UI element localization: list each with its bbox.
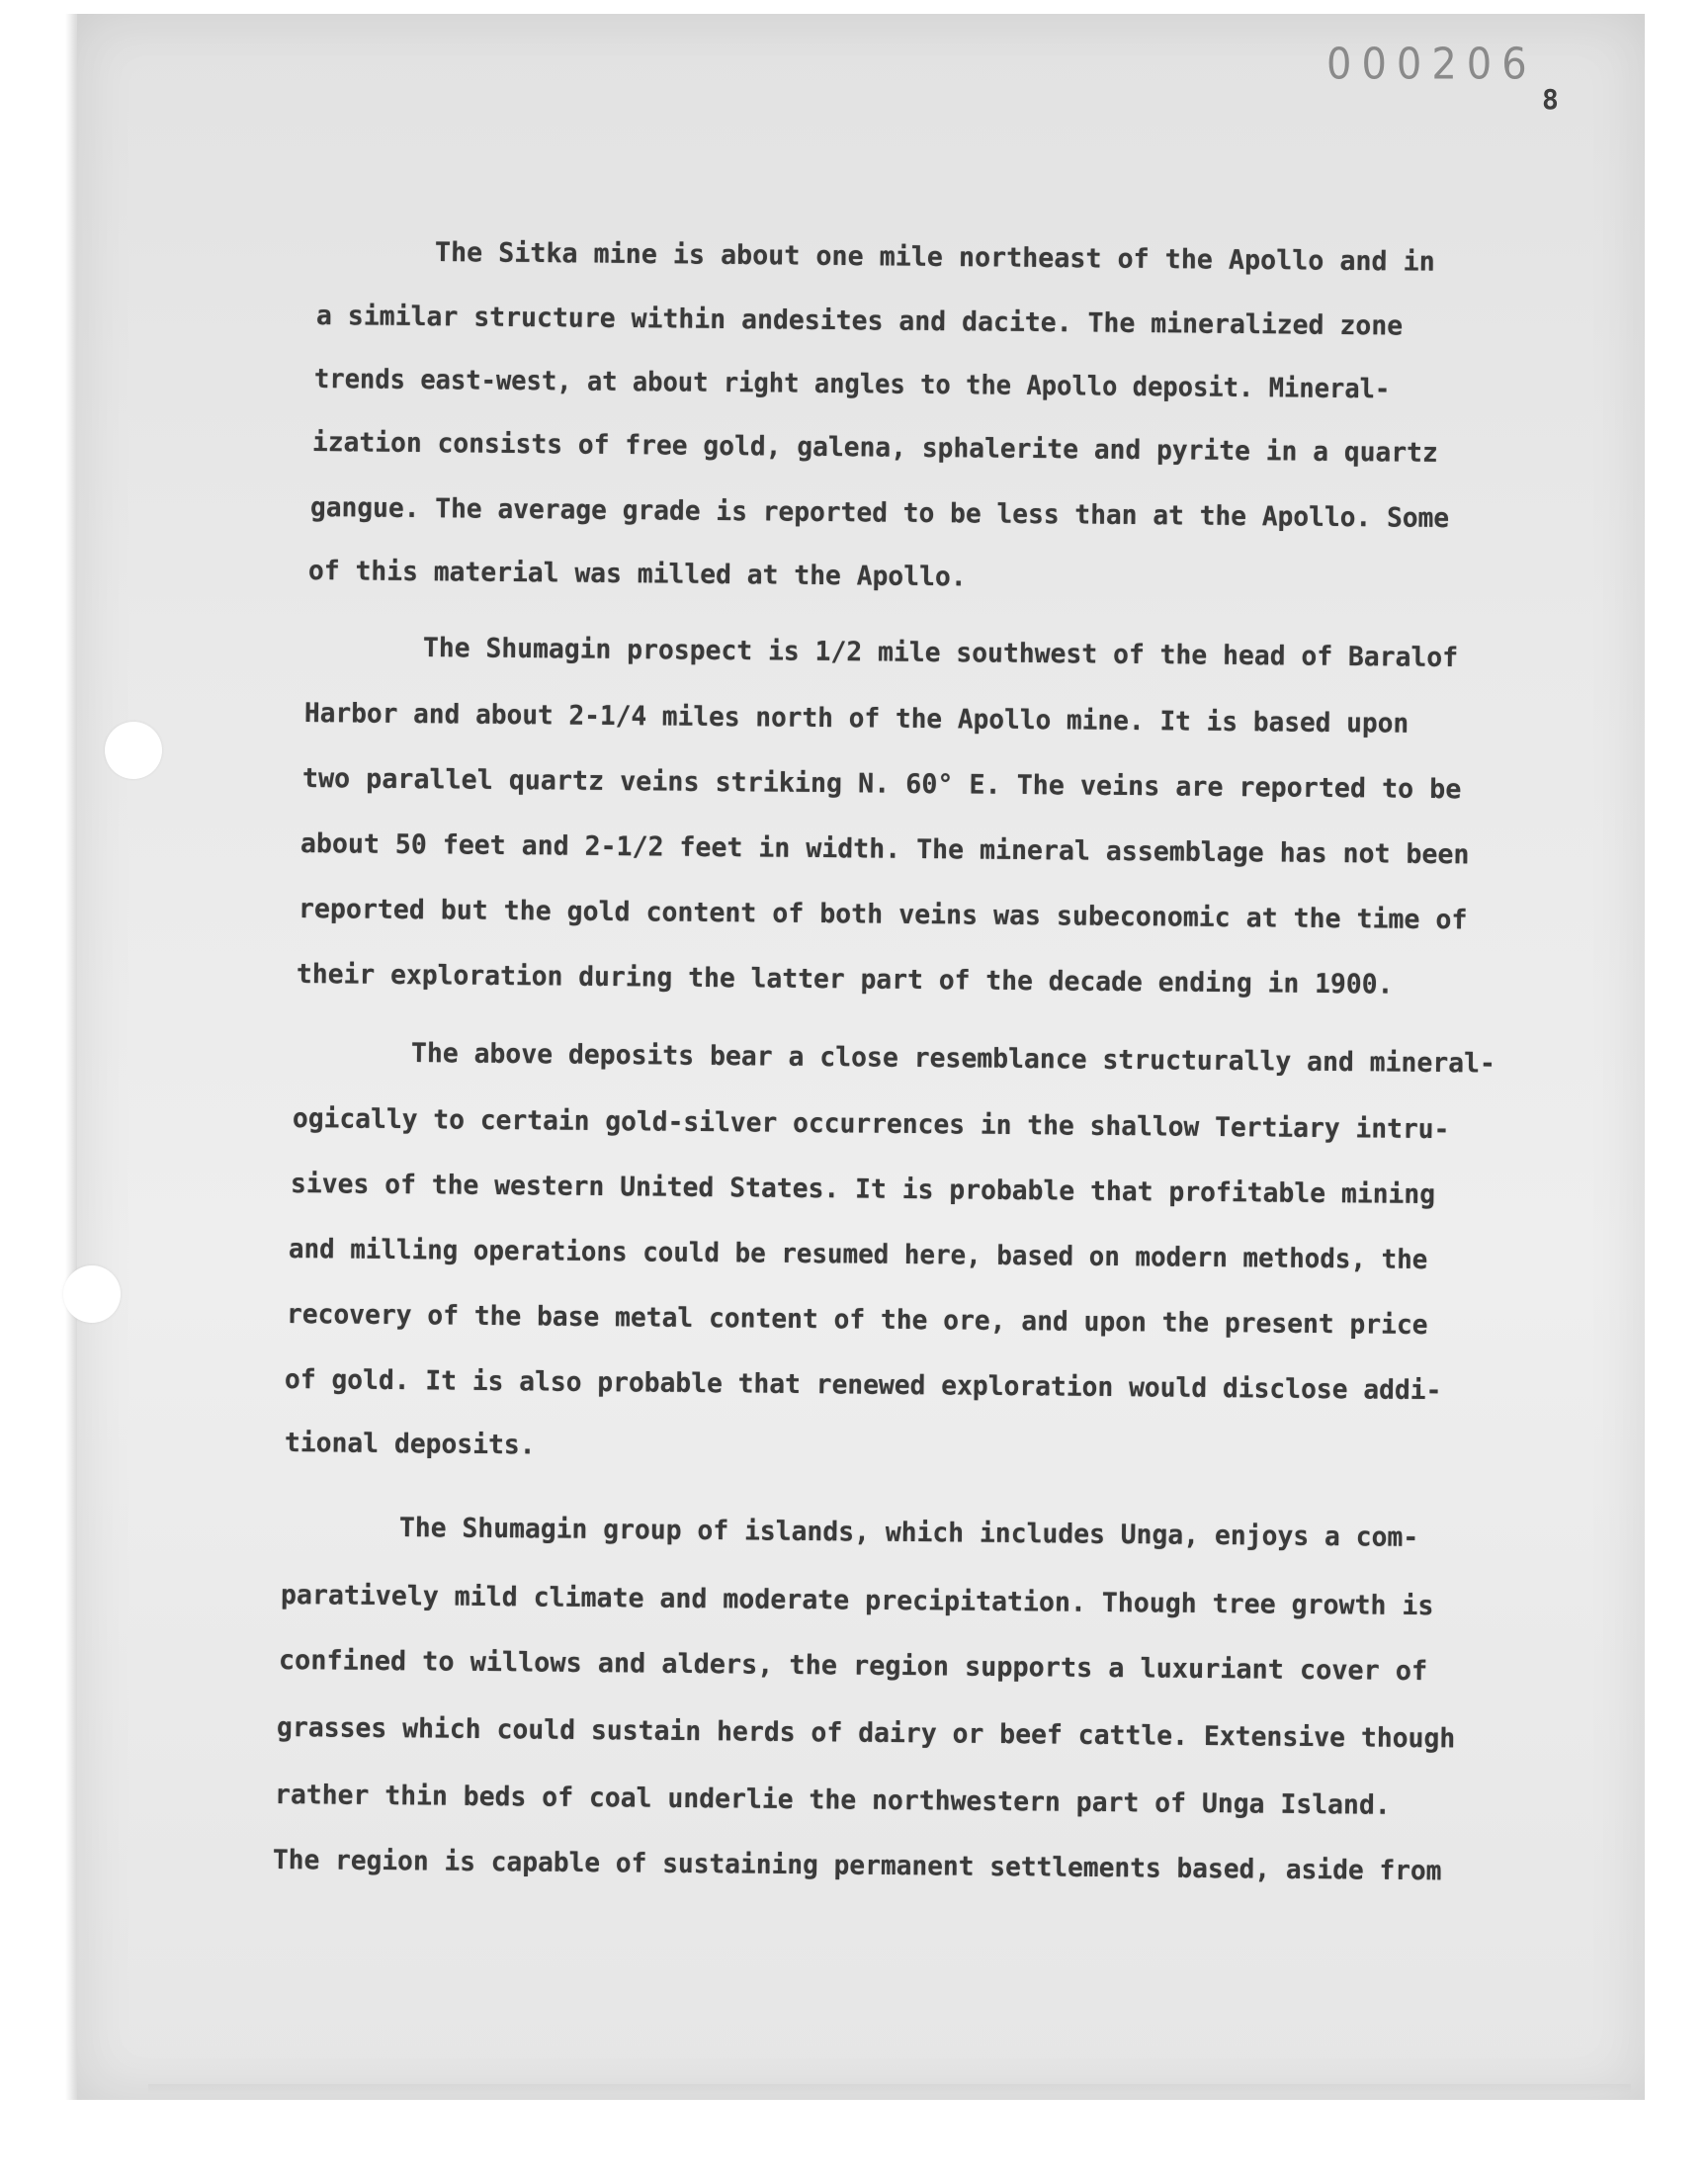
text-line: rather thin beds of coal underlie the northwestern part of Unga Island. <box>274 1780 1391 1821</box>
document-number-stamp: 000206 <box>1326 39 1537 90</box>
text-line: their exploration during the latter part of the decade ending in 1900. <box>296 959 1394 1000</box>
text-line: two parallel quartz veins striking N. 60° E. The veins are reported to be <box>301 763 1462 806</box>
text-line: of this material was milled at the Apollo. <box>307 556 967 593</box>
text-line: grasses which could sustain herds of dairy or beef cattle. Extensive though <box>276 1712 1456 1755</box>
text-line: of gold. It is also probable that renewed exploration would disclose addi- <box>284 1364 1442 1407</box>
text-line: Harbor and about 2-1/4 miles north of the Apollo mine. It is based upon <box>303 698 1409 740</box>
text-line: ization consists of free gold, galena, sphalerite and pyrite in a quartz <box>311 427 1438 469</box>
text-line: confined to willows and alders, the region supports a luxuriant cover of <box>278 1645 1428 1688</box>
text-line: trends east-west, at about right angles to the Apollo deposit. Mineral- <box>313 364 1391 405</box>
page-number: 8 <box>1542 83 1559 116</box>
text-line: about 50 feet and 2-1/2 feet in width. The mineral assemblage has not been <box>299 828 1470 871</box>
text-line: The Shumagin prospect is 1/2 mile southwest of the head of Baralof <box>422 633 1459 674</box>
text-line: a similar structure within andesites and dacite. The mineralized zone <box>315 301 1404 342</box>
text-line: paratively mild climate and moderate precipitation. Though tree growth is <box>280 1580 1434 1622</box>
text-line: The above deposits bear a close resemblance structurally and mineral- <box>410 1038 1496 1080</box>
text-line: The Shumagin group of islands, which includes Unga, enjoys a com- <box>398 1513 1419 1553</box>
text-line: gangue. The average grade is reported to be less than at the Apollo. Some <box>309 492 1450 535</box>
punch-hole-upper <box>105 722 162 779</box>
text-line: and milling operations could be resumed here, based on modern methods, the <box>288 1234 1428 1276</box>
punch-hole-lower <box>63 1265 121 1323</box>
text-line: The region is capable of sustaining permanent settlements based, aside from <box>272 1845 1442 1887</box>
sheet-bottom-edge <box>148 2084 1631 2094</box>
text-line: sives of the western United States. It is probable that profitable mining <box>290 1169 1436 1211</box>
text-line: reported but the gold content of both veins was subeconomic at the time of <box>298 894 1468 936</box>
text-line: tional deposits. <box>284 1428 536 1461</box>
text-line: ogically to certain gold-silver occurrences in the shallow Tertiary intru- <box>292 1103 1450 1146</box>
text-line: The Sitka mine is about one mile northeast of the Apollo and in <box>434 237 1435 278</box>
text-line: recovery of the base metal content of the ore, and upon the present price <box>286 1299 1428 1342</box>
